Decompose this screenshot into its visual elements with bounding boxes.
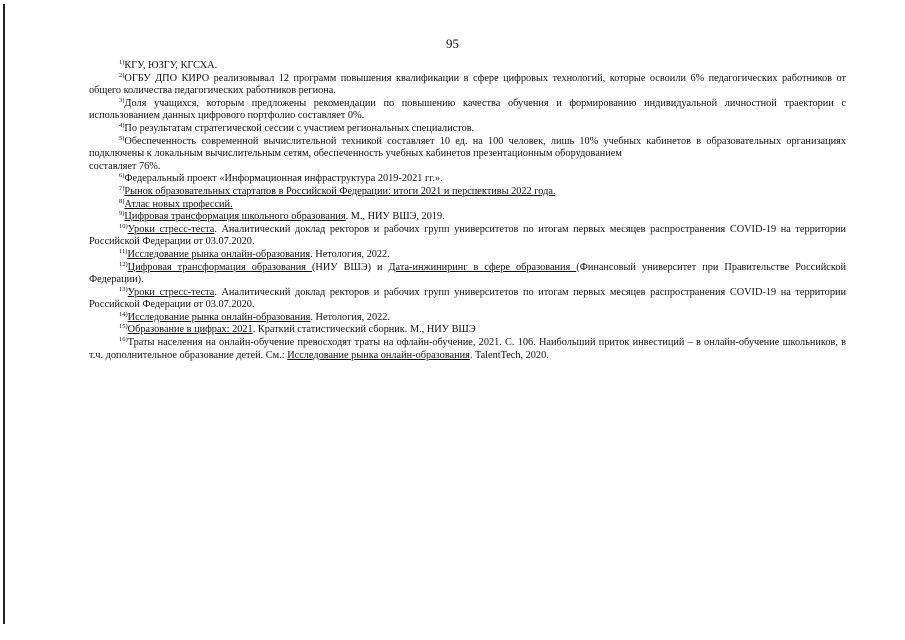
footnote-5: $^{5)}$Обеспеченность современной вычислительной техникой составляет 10 ед. на 100 человек, лишь 10% учебных кабинетов в образовательных организациях подключены к локальным вычислительным сетям, обеспеченность учебных кабинетов презентационным оборудованием (89, 134, 846, 160)
footnote-link[interactable]: Цифровая трансформация школьного образования (124, 211, 346, 223)
footnote-1: $^{1)}$КГУ, ЮЗГУ, КГСХА. (119, 59, 218, 71)
footnote-14: $^{14)}$Исследование рынка онлайн-образования. Нетология, 2022. (119, 310, 390, 323)
footnote-link[interactable]: Уроки стресс-теста (127, 286, 215, 298)
footnote-link[interactable]: Дата-инжиниринг в сфере образования (388, 261, 577, 273)
footnote-16: $^{16)}$Траты населения на онлайн-обучение превосходят траты на офлайн-обучение, 2021. С. 106. Наибольший приток инвестиций – в онлайн-обучение школьников, в т.ч. дополнительное образование детей. См.: Исследование рынка онлайн-образования. TalentTech, 2020. (89, 336, 846, 361)
page-number: 95 (446, 36, 459, 51)
footnote-link[interactable]: Исследование рынка онлайн-образования (127, 311, 311, 323)
footnote-link[interactable]: Образование в цифрах: 2021 (127, 324, 253, 336)
footnote-5-continuation: составляет 76%. (89, 160, 161, 172)
footnote-11: $^{11)}$Исследование рынка онлайн-образования. Нетология, 2022. (119, 247, 390, 260)
scan-edge (3, 4, 5, 624)
footnote-8: $^{8)}$Атлас новых профессий. (119, 197, 233, 210)
footnote-6: $^{6)}$Федеральный проект «Информационная инфраструктура 2019-2021 гг.». (119, 172, 443, 185)
footnote-link[interactable]: Цифровая трансформация образования (127, 261, 312, 273)
footnote-15: $^{15)}$Образование в цифрах: 2021. Краткий статистический сборник. М., НИУ ВШЭ (119, 323, 476, 336)
footnote-4: $^{4)}$По результатам стратегической сессии с участием региональных специалистов. (119, 121, 475, 134)
footnote-10: $^{10)}$Уроки стресс-теста. Аналитический доклад ректоров и рабочих групп университетов по итогам первых месяцев распространения COVID-19 на территории Российской Федерации от 03.07.2020. (89, 222, 846, 248)
footnote-link[interactable]: Исследование рынка онлайн-образования (287, 349, 470, 361)
footnote-link[interactable]: Рынок образовательных стартапов в Российской Федерации: итоги 2021 и перспективы 2022 года. (124, 185, 556, 197)
footnote-link[interactable]: Исследование рынка онлайн-образования (127, 248, 311, 260)
footnote-3: $^{3)}$Доля учащихся, которым предложены рекомендации по повышению качества обучения и формированию индивидуальной личностной траектории с использованием данных цифрового портфолио составляет 0%. (89, 96, 846, 122)
footnote-7: $^{7)}$Рынок образовательных стартапов в Российской Федерации: итоги 2021 и перспективы 2022 года. (119, 184, 556, 197)
footnote-13: $^{13)}$Уроки стресс-теста. Аналитический доклад ректоров и рабочих групп университетов по итогам первых месяцев распространения COVID-19 на территории Российской Федерации от 03.07.2020. (89, 285, 846, 311)
footnote-link[interactable]: Уроки стресс-теста (127, 223, 215, 235)
footnote-2: $^{2)}$ОГБУ ДПО КИРО реализовывал 12 программ повышения квалификации в сфере цифровых технологий, которые освоили 6% педагогических работников от общего количества педагогических работников региона. (89, 71, 846, 97)
footnote-9: $^{9)}$Цифровая трансформация школьного образования. М., НИУ ВШЭ, 2019. (119, 210, 445, 223)
footnotes-list (89, 60, 846, 362)
footnote-12: $^{12)}$Цифровая трансформация образования (НИУ ВШЭ) и Дата-инжиниринг в сфере образования (Финансовый университет при Правительстве Российской Федерации). (89, 260, 846, 286)
footnote-link[interactable]: Атлас новых профессий. (124, 198, 233, 210)
